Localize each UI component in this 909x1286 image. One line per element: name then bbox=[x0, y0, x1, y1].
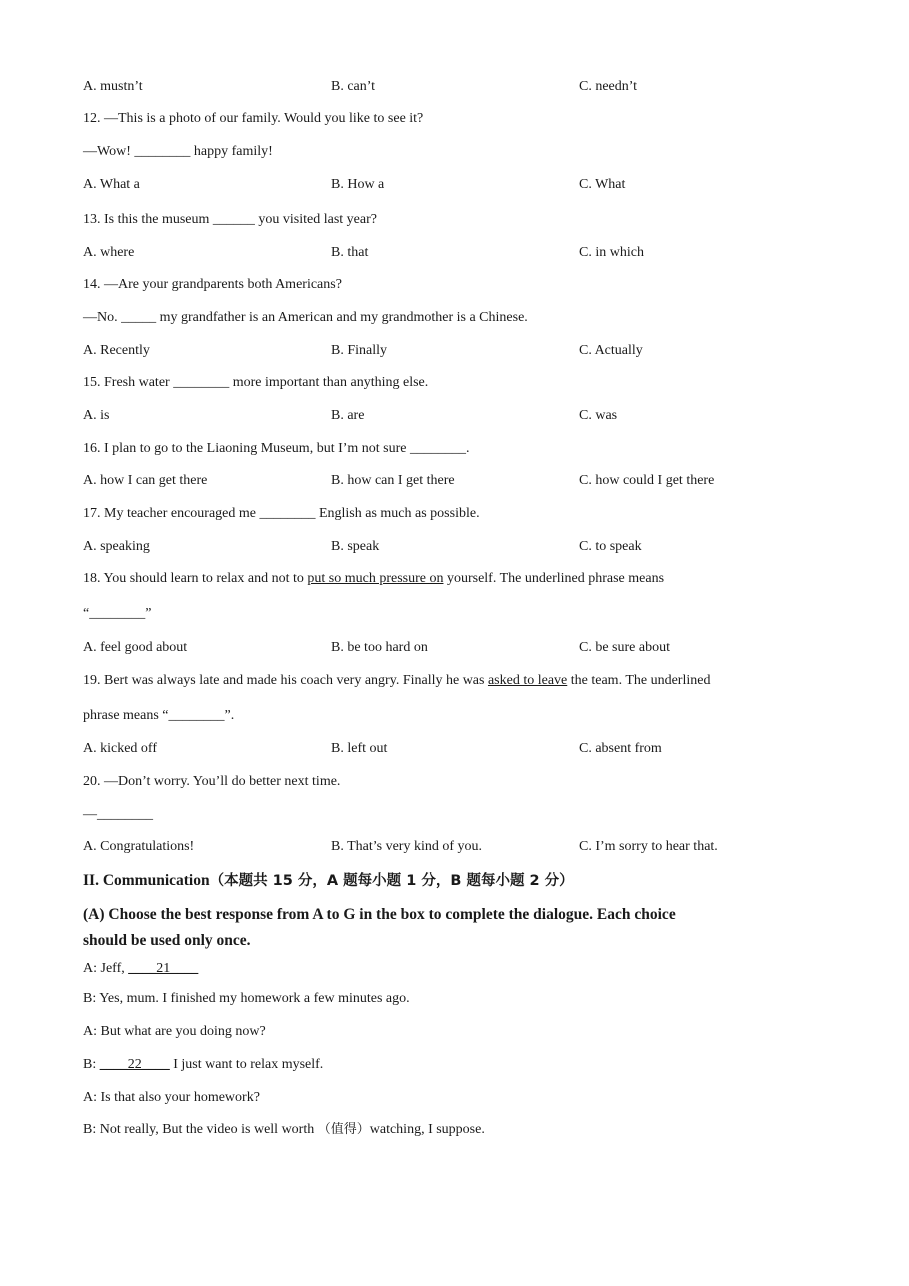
q15-stem: 15. Fresh water ________ more important than anything else. bbox=[83, 375, 429, 390]
q12-stem: 12. —This is a photo of our family. Would you like to see it? bbox=[83, 111, 424, 126]
q18-option-a: A. feel good about bbox=[83, 640, 188, 655]
dialogue-line-2: B: Yes, mum. I finished my homework a few minutes ago. bbox=[83, 991, 410, 1006]
q17-option-c: C. to speak bbox=[579, 539, 642, 554]
q12-reply: —Wow! ________ happy family! bbox=[83, 144, 273, 159]
blank-21: ____21____ bbox=[128, 961, 199, 976]
q16-stem: 16. I plan to go to the Liaoning Museum, but I’m not sure ________. bbox=[83, 441, 470, 456]
q19-stem-pre: 19. Bert was always late and made his coach very angry. Finally he was bbox=[83, 673, 488, 688]
q20-option-c: C. I’m sorry to hear that. bbox=[579, 839, 718, 854]
q18-underlined-phrase: put so much pressure on bbox=[307, 571, 444, 586]
q14-stem: 14. —Are your grandparents both Americans? bbox=[83, 277, 342, 292]
q20-option-a: A. Congratulations! bbox=[83, 839, 195, 854]
q14-option-c: C. Actually bbox=[579, 343, 643, 358]
q11-option-a: A. mustn’t bbox=[83, 79, 143, 94]
q17-stem: 17. My teacher encouraged me ________ English as much as possible. bbox=[83, 506, 480, 521]
q19-stem-line2: phrase means “________”. bbox=[83, 708, 235, 723]
q18-stem-pre: 18. You should learn to relax and not to bbox=[83, 571, 308, 586]
q16-option-b: B. how can I get there bbox=[331, 473, 455, 488]
q19-stem-post: the team. The underlined bbox=[567, 673, 711, 688]
section-title-cn: （本题共 15 分，A 题每小题 1 分，B 题每小题 2 分） bbox=[209, 873, 574, 889]
section-heading bbox=[83, 871, 574, 891]
blank-22: ____22____ bbox=[99, 1057, 170, 1072]
q15-option-c: C. was bbox=[579, 408, 618, 423]
part-a-instruction-line1: (A) Choose the best response from A to G in the box to complete the dialogue. Each choice bbox=[83, 906, 676, 923]
q19-underlined-phrase: asked to leave bbox=[487, 673, 568, 688]
q16-option-a: A. how I can get there bbox=[83, 473, 208, 488]
section-title-en: II. Communication bbox=[83, 872, 210, 889]
dialogue-speaker-text: B: bbox=[83, 1057, 100, 1072]
q19-option-b: B. left out bbox=[331, 741, 388, 756]
q14-option-b: B. Finally bbox=[331, 343, 388, 358]
q20-reply: —________ bbox=[83, 807, 153, 822]
q12-option-b: B. How a bbox=[331, 177, 385, 192]
dialogue-line-5: A: Is that also your homework? bbox=[83, 1090, 260, 1105]
q18-stem-line2: “________” bbox=[83, 606, 152, 621]
q14-option-a: A. Recently bbox=[83, 343, 150, 358]
q18-stem bbox=[83, 570, 664, 588]
part-a-instruction-line2: should be used only once. bbox=[83, 932, 251, 949]
dialogue-line-4-rest: I just want to relax myself. bbox=[169, 1057, 324, 1072]
q11-option-c: C. needn’t bbox=[579, 79, 638, 94]
dialogue-line-4 bbox=[83, 1056, 323, 1074]
q20-stem: 20. —Don’t worry. You’ll do better next time. bbox=[83, 774, 341, 789]
q19-option-c: C. absent from bbox=[579, 741, 662, 756]
q17-option-a: A. speaking bbox=[83, 539, 150, 554]
dialogue-line-6-post: watching, I suppose. bbox=[369, 1122, 485, 1137]
dialogue-line-3: A: But what are you doing now? bbox=[83, 1024, 266, 1039]
dialogue-speaker-text: A: Jeff, bbox=[83, 961, 129, 976]
dialogue-line-6-cn: （值得） bbox=[317, 1122, 370, 1137]
q18-stem-post: yourself. The underlined phrase means bbox=[443, 571, 665, 586]
q12-option-a: A. What a bbox=[83, 177, 140, 192]
q11-option-b: B. can’t bbox=[331, 79, 376, 94]
q15-option-a: A. is bbox=[83, 408, 110, 423]
q17-option-b: B. speak bbox=[331, 539, 380, 554]
dialogue-line-1 bbox=[83, 960, 198, 978]
q13-stem: 13. Is this the museum ______ you visited last year? bbox=[83, 212, 377, 227]
q19-option-a: A. kicked off bbox=[83, 741, 157, 756]
q19-stem bbox=[83, 672, 710, 690]
q18-option-c: C. be sure about bbox=[579, 640, 670, 655]
dialogue-line-6 bbox=[83, 1121, 485, 1139]
q13-option-a: A. where bbox=[83, 245, 135, 260]
q14-reply: —No. _____ my grandfather is an American and my grandmother is a Chinese. bbox=[83, 310, 528, 325]
q16-option-c: C. how could I get there bbox=[579, 473, 715, 488]
q18-option-b: B. be too hard on bbox=[331, 640, 428, 655]
q13-option-c: C. in which bbox=[579, 245, 644, 260]
q12-option-c: C. What bbox=[579, 177, 626, 192]
q13-option-b: B. that bbox=[331, 245, 369, 260]
q20-option-b: B. That’s very kind of you. bbox=[331, 839, 483, 854]
q15-option-b: B. are bbox=[331, 408, 365, 423]
dialogue-line-6-pre: B: Not really, But the video is well worth bbox=[83, 1122, 318, 1137]
